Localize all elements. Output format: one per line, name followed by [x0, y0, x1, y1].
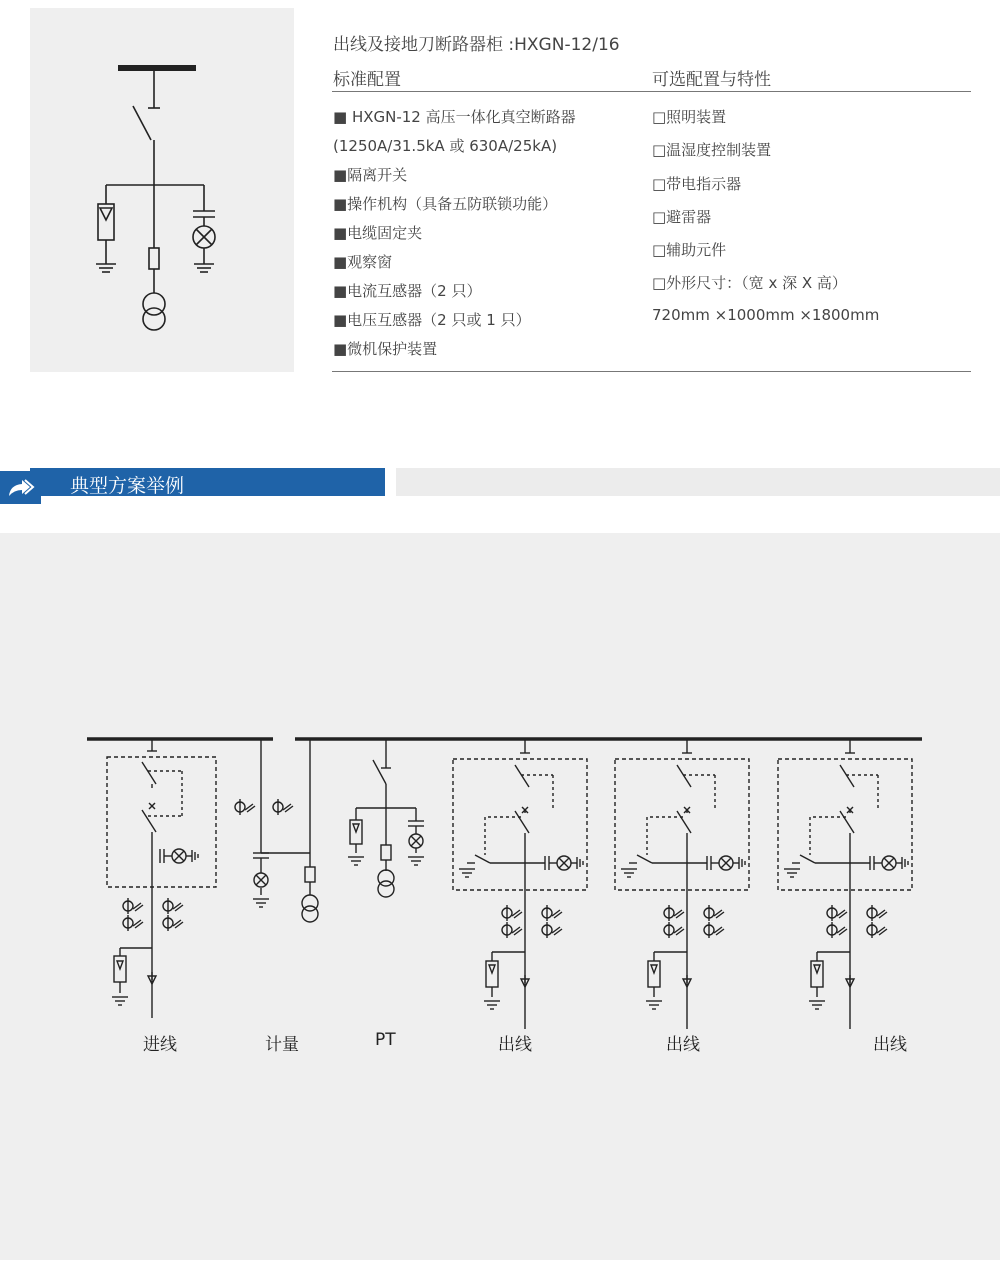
- optional-item: □避雷器: [652, 208, 712, 226]
- standard-item: ■操作机构（具备五防联锁功能）: [333, 195, 558, 213]
- product-title: 出线及接地刀断路器柜 :HXGN-12/16: [333, 35, 620, 55]
- standard-item: ■电缆固定夹: [333, 224, 423, 242]
- optional-item: □带电指示器: [652, 175, 742, 193]
- standard-item: ■观察窗: [333, 253, 393, 271]
- standard-item: ■电压互感器（2 只或 1 只）: [333, 311, 531, 329]
- optional-item: □外形尺寸：（宽 x 深 X 高）: [652, 274, 847, 292]
- header-divider: [332, 91, 971, 92]
- standard-config-heading: 标准配置: [333, 70, 401, 90]
- standard-item: ■ HXGN-12 高压一体化真空断路器: [333, 108, 576, 126]
- section-title: 典型方案举例: [70, 475, 185, 497]
- standard-item: ■电流互感器（2 只）: [333, 282, 482, 300]
- section-header-strip: [396, 468, 1000, 496]
- optional-item: □辅助元件: [652, 241, 727, 259]
- optional-item: □温湿度控制装置: [652, 141, 772, 159]
- forward-arrow-icon: [0, 471, 41, 504]
- typical-schemes-diagram: [0, 533, 1000, 1260]
- single-line-diagram-top: [30, 8, 294, 372]
- optional-item: 720mm ×1000mm ×1800mm: [652, 306, 880, 324]
- optional-config-heading: 可选配置与特性: [652, 70, 771, 90]
- scheme-label-incoming: 进线: [143, 1035, 177, 1055]
- scheme-label-outgoing: 出线: [498, 1035, 532, 1055]
- top-diagram-panel: [30, 8, 294, 372]
- scheme-label-outgoing: 出线: [666, 1035, 700, 1055]
- optional-item: □照明装置: [652, 108, 727, 126]
- standard-item: (1250A/31.5kA 或 630A/25kA): [333, 137, 558, 155]
- scheme-label-outgoing: 出线: [873, 1035, 907, 1055]
- scheme-label-pt: PT: [375, 1030, 396, 1050]
- scheme-label-metering: 计量: [265, 1035, 299, 1055]
- standard-item: ■隔离开关: [333, 166, 408, 184]
- config-bottom-divider: [332, 371, 971, 372]
- standard-item: ■微机保护装置: [333, 340, 438, 358]
- schemes-panel: [0, 533, 1000, 1260]
- section-arrow-tab: [0, 471, 41, 504]
